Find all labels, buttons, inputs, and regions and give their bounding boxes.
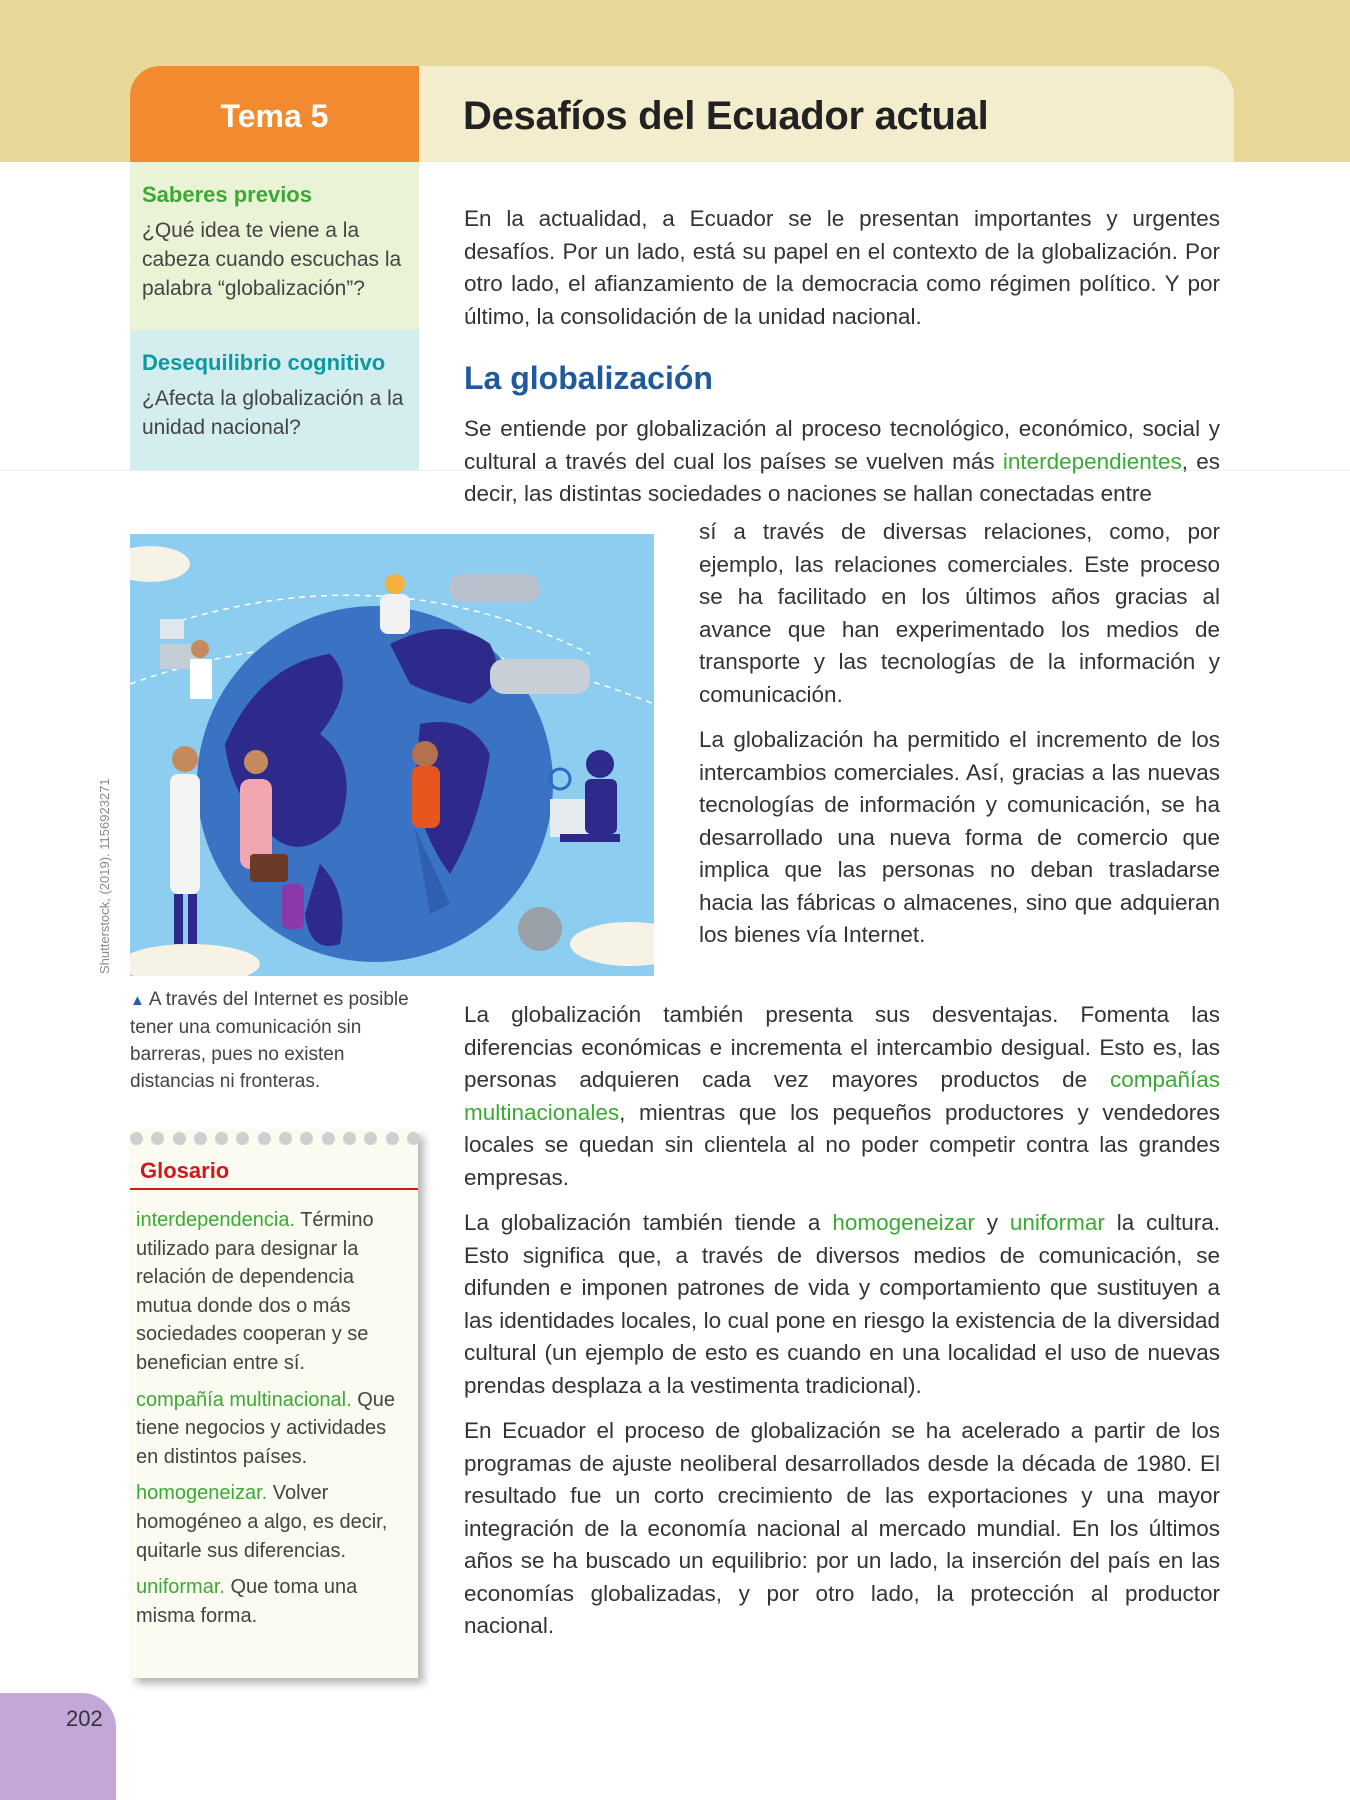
intro-paragraph: En la actualidad, a Ecuador se le presentan importantes y urgentes desafíos. Por un lado, está su papel en el contexto de la globalización. Por otro lado, el afianzamiento de la democracia como régimen político. Y por último, la consolidación de la unidad nacional.	[464, 206, 1220, 329]
desequilibrio-cognitivo-text: ¿Afecta la globalización a la unidad nacional?	[142, 387, 404, 439]
image-caption: ▲ A través del Internet es posible tener una comunicación sin barreras, pues no existen distancias ni fronteras.	[130, 989, 409, 1092]
glosario-title: Glosario	[140, 1158, 230, 1183]
term-multinacionales: compañías multinacionales	[464, 1067, 1220, 1125]
ecuador-paragraph: En Ecuador el proceso de globalización se ha acelerado a partir de los programas de ajuste neoliberal desarrollados desde la década de 1980. El resultado fue un corto crecimiento de las exportaciones y una mayor integración de la economía nacional al mercado mundial. En los últimos años se ha buscado un equilibrio: por un lado, la inserción del país en las economías globalizadas, y por otro lado, la protección al productor nacional.	[464, 1418, 1220, 1638]
page-title: Desafíos del Ecuador actual	[463, 94, 989, 138]
saberes-previos-text: ¿Qué idea te viene a la cabeza cuando escuchas la palabra “globalización”?	[142, 219, 402, 300]
section-title: La globalización	[464, 360, 713, 396]
image-credit: Shutterstock, (2019). 1156923271	[97, 778, 112, 974]
page-number: 202	[66, 1706, 103, 1731]
tema-tab: Tema 5	[130, 66, 419, 162]
glosario-entry: uniformar. Que toma una misma forma.	[136, 1576, 358, 1627]
term-interdependientes: interdependientes	[1002, 448, 1182, 474]
commerce-paragraph: La globalización ha permitido el incremento de los intercambios comerciales. Así, gracias a las nuevas tecnologías de información y comunicación, se ha desarrollado una nueva forma de comercio que implica que las personas no deban trasladarse hacia las fábricas o almacenes, sino que adquieran los bienes vía Internet.	[699, 727, 1220, 947]
caption-triangle-icon: ▲	[130, 992, 145, 1009]
desequilibrio-cognitivo-box	[130, 330, 419, 470]
glosario-entry: interdependencia. Término utilizado para designar la relación de dependencia mutua donde dos o más sociedades cooperan y se benefician entre sí.	[136, 1209, 374, 1374]
notebook-rings	[130, 1132, 420, 1148]
glosario-entries	[136, 1206, 408, 1638]
term-uniformar: uniformar	[1009, 1210, 1105, 1235]
glosario-rule	[130, 1188, 418, 1190]
glosario-box	[130, 1130, 418, 1678]
disadvantages-paragraph: La globalización también presenta sus desventajas. Fomenta las diferencias económicas e incrementa el intercambio desigual. Esto es, las personas adquieren cada vez mayores productos de compañías multinacionales, mientras que los pequeños productores y vendedores locales se quedan sin clientela al no poder competir contra las grandes empresas.	[464, 1002, 1220, 1190]
globalization-definition: Se entiende por globalización al proceso tecnológico, económico, social y cultural a través del cual los países se vuelven más interdependientes, es decir, las distintas sociedades o naciones se hallan conectadas entre	[464, 416, 1220, 506]
culture-paragraph: La globalización también tiende a homogeneizar y uniformar la cultura. Esto significa que, a través de diversos medios de comunicación, se difunden e imponen patrones de vida y comportamiento que sustituyen a las identidades locales, lo cual pone en riesgo la existencia de la diversidad cultural (un ejemplo de esto es cuando en una localidad el uso de nuevas prendas desplaza a la vestimenta tradicional).	[464, 1210, 1220, 1398]
saberes-previos-box	[130, 162, 419, 330]
title-row	[130, 66, 1234, 162]
globe-people-icon	[130, 534, 654, 976]
globalization-definition-continued: sí a través de diversas relaciones, como, por ejemplo, las relaciones comerciales. Este proceso se ha facilitado en los últimos años gracias al avance que han experimentado los medios de transporte y las tecnologías de la información y comunicación.	[699, 519, 1220, 707]
glosario-entry: compañía multinacional. Que tiene negocios y actividades en distintos países.	[136, 1388, 396, 1468]
title-box	[419, 66, 1234, 162]
glosario-entry: homogeneizar. Volver homogéneo a algo, es decir, quitarle sus diferencias.	[136, 1482, 388, 1562]
desequilibrio-cognitivo-title: Desequilibrio cognitivo	[142, 350, 386, 375]
saberes-previos-title: Saberes previos	[142, 182, 312, 207]
globalization-illustration	[130, 534, 654, 976]
term-homogeneizar: homogeneizar	[832, 1210, 975, 1235]
